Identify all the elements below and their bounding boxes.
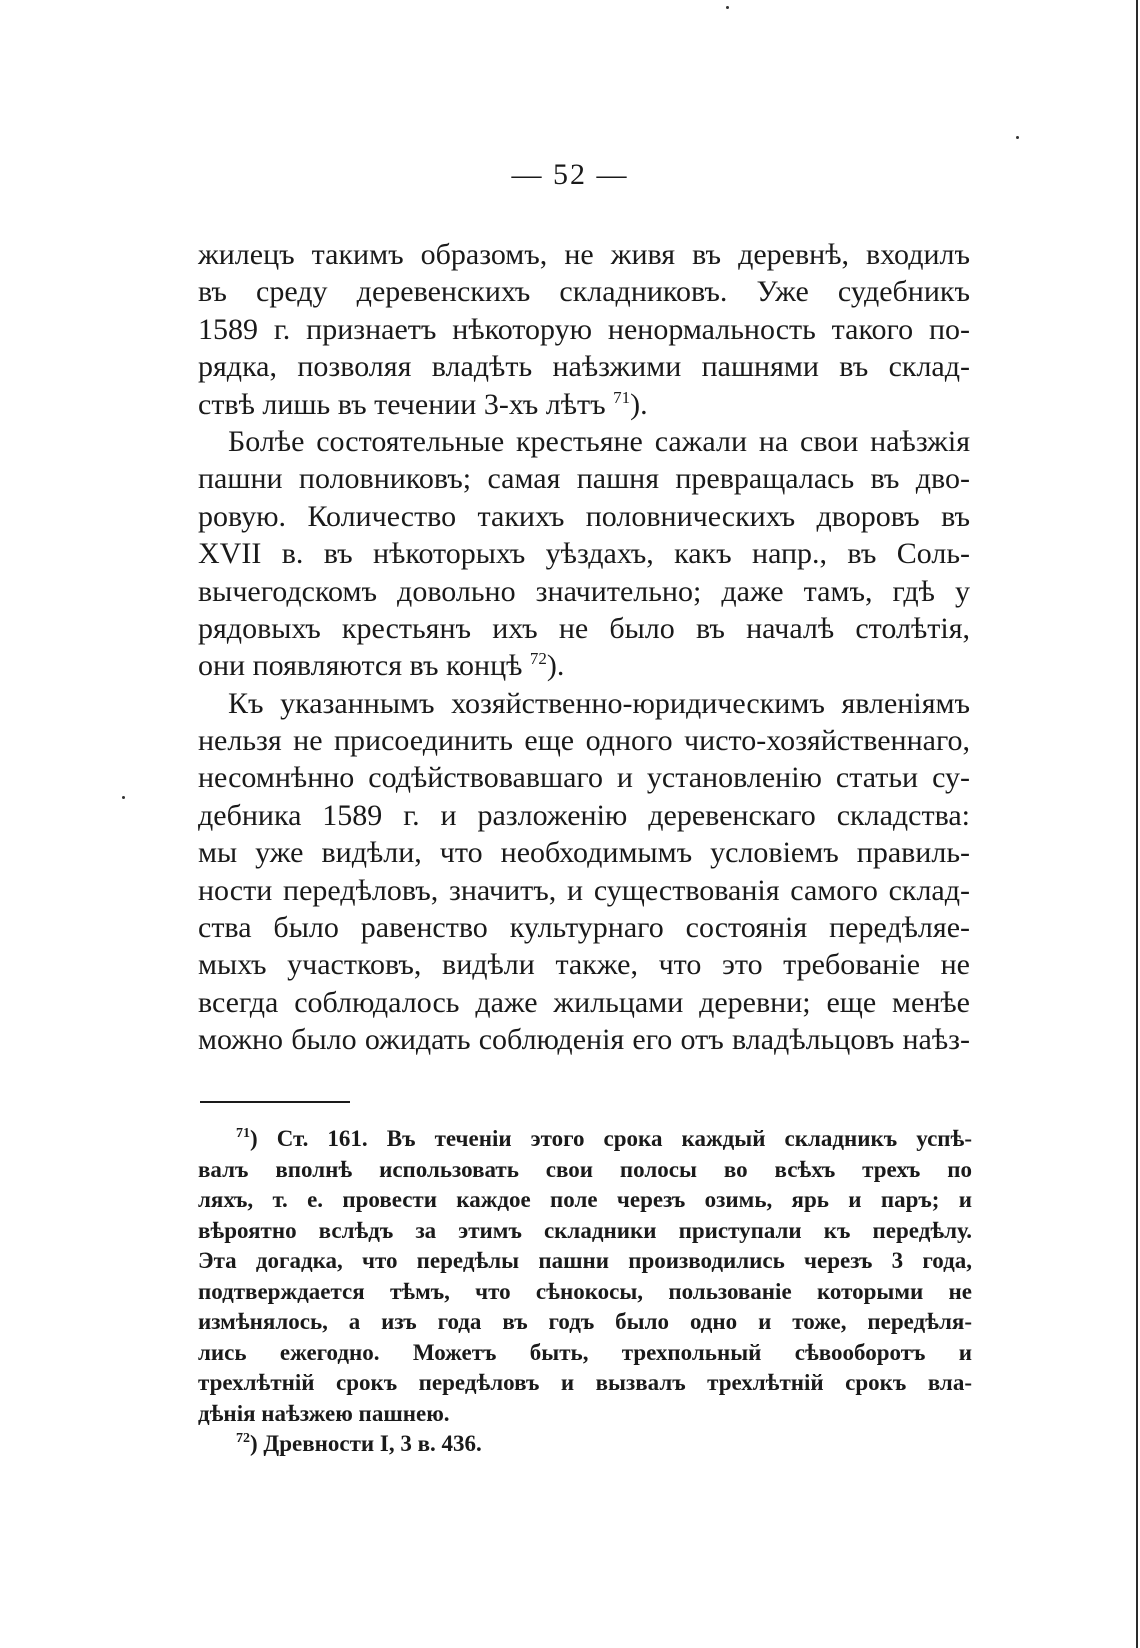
footnote-line: дѣнія наѣзжею пашнею. bbox=[198, 1400, 450, 1426]
footnote-reference[interactable]: 72 bbox=[529, 649, 547, 669]
text-line: 1589 г. признаетъ нѣкоторую ненормальность такого по- bbox=[198, 312, 970, 346]
text-line: мы уже видѣли, что необходимымъ условіемъ правиль- bbox=[198, 836, 970, 870]
paragraph bbox=[198, 423, 970, 685]
footnotes bbox=[198, 1124, 972, 1460]
footnote-divider bbox=[200, 1101, 350, 1103]
footnote-line: лись ежегодно. Можетъ быть, трехпольный сѣвооборотъ и bbox=[198, 1339, 972, 1365]
text-line: можно было ожидать соблюденія его отъ владѣльцовъ наѣз- bbox=[198, 1023, 970, 1057]
text-fragment: ). bbox=[546, 649, 565, 683]
paragraph bbox=[198, 685, 970, 1059]
text-line: вычегодскомъ довольно значительно; даже тамъ, гдѣ у bbox=[198, 574, 970, 608]
text-line: Къ указаннымъ хозяйственно-юридическимъ явленіямъ bbox=[228, 686, 970, 720]
footnote-line: ляхъ, т. е. провести каждое поле черезъ озимь, ярь и паръ; и bbox=[198, 1187, 972, 1212]
text-fragment: ). bbox=[630, 387, 648, 421]
page-number: — 52 — bbox=[511, 158, 629, 191]
footnote-71 bbox=[198, 1124, 972, 1429]
text-line: ности передѣловъ, значитъ, и существованія самого склад- bbox=[198, 873, 970, 907]
text-line: несомнѣнно содѣйствовавшаго и установленію статьи су- bbox=[198, 761, 970, 795]
footnote-reference[interactable]: 71 bbox=[613, 387, 631, 407]
text-line: рядка, позволяя владѣть наѣзжими пашнями въ склад- bbox=[198, 350, 970, 384]
print-speck bbox=[1016, 136, 1019, 139]
text-line: XVII в. въ нѣкоторыхъ уѣздахъ, какъ напр., въ Соль- bbox=[198, 537, 970, 571]
text-line: дебника 1589 г. и разложенію деревенскаго складства: bbox=[198, 798, 970, 832]
text-line: мыхъ участковъ, видѣли также, что это требованіе не bbox=[198, 948, 970, 982]
footnote-line bbox=[198, 1429, 972, 1460]
print-speck bbox=[726, 6, 729, 9]
footnote-line: трехлѣтній срокъ передѣловъ и вызвалъ трехлѣтній срокъ вла- bbox=[198, 1370, 972, 1395]
print-speck bbox=[122, 796, 125, 799]
footnote-line: измѣнялось, а изъ года въ годъ было одно и тоже, передѣля- bbox=[198, 1309, 972, 1334]
text-line: жилецъ такимъ образомъ, не живя въ деревнѣ, входилъ bbox=[198, 238, 970, 271]
footnote-line bbox=[198, 1124, 972, 1155]
text-line: всегда соблюдалось даже жильцами деревни; еще менѣе bbox=[198, 985, 970, 1019]
main-text bbox=[198, 236, 970, 1059]
text-line: въ среду деревенскихъ складниковъ. Уже судебникъ bbox=[198, 275, 970, 309]
paragraph bbox=[198, 236, 970, 423]
page-edge-shadow bbox=[1136, 0, 1138, 1648]
footnote-line: подтверждается тѣмъ, что сѣнокосы, пользованіе которыми не bbox=[198, 1278, 972, 1304]
text-line: рядовыхъ крестьянъ ихъ не было въ началѣ столѣтія, bbox=[198, 611, 970, 645]
text-line: пашни половниковъ; самая пашня превращалась въ дво- bbox=[198, 462, 970, 496]
text-fragment: ствѣ лишь въ течении 3-хъ лѣтъ bbox=[198, 387, 614, 421]
text-line: ровую. Количество такихъ половническихъ дворовъ въ bbox=[198, 499, 970, 533]
text-fragment: ) Ст. 161. Въ теченіи этого срока каждый складникъ успѣ- bbox=[250, 1126, 972, 1151]
footnote-72 bbox=[198, 1429, 972, 1460]
footnote-marker: 71 bbox=[236, 1126, 250, 1141]
text-fragment: они появляются въ концѣ bbox=[198, 649, 530, 683]
footnote-line: Эта догадка, что передѣлы пашни производились черезъ 3 года, bbox=[198, 1248, 972, 1273]
text-line bbox=[198, 386, 970, 423]
footnote-line: вѣроятно вслѣдъ за этимъ складники приступали къ передѣлу. bbox=[198, 1217, 972, 1243]
text-line: Болѣе состоятельные крестьяне сажали на свои наѣзжія bbox=[228, 424, 970, 458]
text-fragment: ) Древности I, 3 в. 436. bbox=[250, 1431, 482, 1456]
text-line: ства было равенство культурнаго состоянія передѣляе- bbox=[198, 911, 970, 945]
text-line: нельзя не присоединить еще одного чисто-хозяйственнаго, bbox=[198, 724, 970, 758]
footnote-line: валъ вполнѣ использовать свои полосы во всѣхъ трехъ по bbox=[198, 1156, 972, 1182]
footnote-marker: 72 bbox=[236, 1431, 250, 1446]
text-line bbox=[198, 647, 970, 684]
